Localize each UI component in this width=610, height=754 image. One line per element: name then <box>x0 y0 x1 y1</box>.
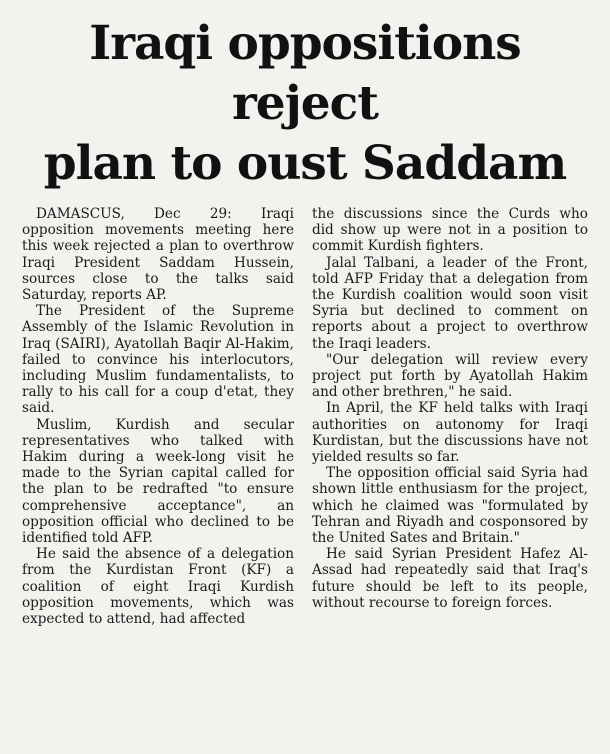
paragraph-text: Iraqi opposition movements meeting here this week rejected a plan to overthrow Iraqi President Saddam Hussein, sources close to the talks said Saturday, reports AP. <box>22 206 294 304</box>
dateline: DAMASCUS, Dec 29: <box>36 206 232 222</box>
paragraph-continued: the discussions since the Curds who did show up were not in a position to commit Kurdish fighters. <box>312 206 588 255</box>
headline-line-2: plan to oust Saddam <box>43 136 567 191</box>
paragraph: Jalal Talbani, a leader of the Front, told AFP Friday that a delegation from the Kurdish coalition would soon visit Syria but declined to comment on reports about a project to overthrow the Iraqi leaders. <box>312 254 588 352</box>
paragraph <box>22 206 294 303</box>
paragraph: The opposition official said Syria had shown little enthusiasm for the project, which he claimed was "formulated by Tehran and Riyadh and cosponsored by the United Sates and Britain." <box>312 465 588 547</box>
paragraph: Muslim, Kurdish and secular representatives who talked with Hakim during a week-long visit he made to the Syrian capital called for the plan to be redrafted "to ensure comprehensive acceptance", an opposition official who declined to be identified told AFP. <box>22 416 294 547</box>
paragraph: He said the absence of a delegation from the Kurdistan Front (KF) a coalition of eight Iraqi Kurdish opposition movements, which was expected to attend, had affected <box>22 546 294 628</box>
paragraph: He said Syrian President Hafez Al-Assad had repeatedly said that Iraq's future should be left to its people, without recourse to foreign forces. <box>312 546 588 611</box>
article-body <box>22 206 588 627</box>
paragraph: In April, the KF held talks with Iraqi authorities on autonomy for Iraqi Kurdistan, but the discussions have not yielded results so far. <box>312 400 588 466</box>
column-right <box>312 206 588 627</box>
headline <box>22 14 588 194</box>
paragraph: The President of the Supreme Assembly of the Islamic Revolution in Iraq (SAIRI), Ayatollah Baqir Al-Hakim, failed to convince his interlocutors, including Muslim fundamentalists, to rally to his call for a coup d'etat, they said. <box>22 303 294 417</box>
headline-line-1: Iraqi oppositions reject <box>89 16 521 131</box>
column-left <box>22 206 294 627</box>
paragraph: "Our delegation will review every project put forth by Ayatollah Hakim and other brethren," he said. <box>312 351 588 401</box>
